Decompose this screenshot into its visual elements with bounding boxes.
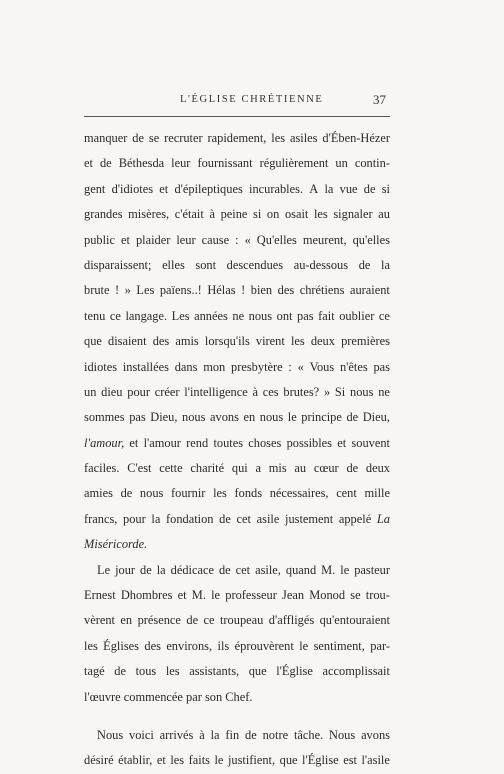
word: Vous [309, 359, 335, 374]
word: qu'elles [352, 232, 390, 247]
word: asile [256, 511, 280, 526]
word: bien [250, 283, 273, 298]
word: Nous [329, 727, 356, 742]
word: » [124, 283, 131, 298]
text-line [84, 634, 390, 659]
word: et [337, 435, 347, 450]
word: avons [361, 727, 390, 742]
word: fin [225, 727, 240, 742]
word: asiles [289, 131, 318, 145]
word: M. [191, 588, 206, 603]
text-line [84, 558, 390, 583]
word: qu'entouraient [319, 613, 390, 628]
word: souvent [351, 435, 390, 450]
word: : [288, 359, 292, 374]
word: d'affligés [268, 613, 315, 628]
word: grandes [84, 207, 123, 222]
word: virent [255, 334, 285, 349]
word: Jean [282, 588, 305, 603]
word: c'était [174, 207, 204, 222]
word: de [120, 486, 133, 501]
word: le [299, 638, 309, 653]
word: fournir [171, 486, 206, 501]
word: tenu [84, 308, 106, 323]
word: disaient [108, 334, 147, 349]
word: faciles. [84, 461, 120, 476]
word: que [248, 664, 267, 679]
word: choses [248, 435, 282, 450]
word: environs, [166, 638, 213, 653]
word: Miséricorde. [84, 537, 148, 552]
word: en [243, 410, 256, 425]
text-line [84, 355, 390, 380]
word: signaler [333, 207, 373, 222]
word: les [290, 334, 305, 349]
word: brute [84, 283, 110, 298]
word: ces [262, 384, 279, 399]
word: fondation [166, 511, 214, 526]
word: tâche. [293, 727, 324, 742]
word: tagé [84, 664, 105, 679]
word: principe [301, 410, 342, 425]
word: dans [174, 359, 198, 374]
word: justifient, [227, 753, 276, 768]
word: se [350, 588, 361, 603]
word: l'amour, [84, 435, 125, 450]
text-line [84, 278, 390, 303]
word: Si [334, 384, 346, 399]
word: la [156, 562, 166, 577]
word: le [287, 410, 297, 425]
word: amies [84, 486, 113, 501]
word: avons [210, 410, 239, 425]
word: notre [262, 727, 289, 742]
word: ce [203, 613, 215, 628]
word: cette [159, 461, 183, 476]
text-line [84, 405, 390, 430]
word: éprouvèrent [234, 638, 294, 653]
word: de [218, 562, 231, 577]
text-line [84, 507, 390, 532]
word: le [214, 753, 224, 768]
word: » [323, 384, 331, 399]
word: de [132, 131, 144, 145]
word: de [186, 613, 199, 628]
word: assistants, [189, 664, 240, 679]
word: et [177, 588, 187, 603]
word: tous [135, 664, 157, 679]
word: trou- [365, 588, 390, 603]
word: gent [84, 181, 106, 196]
word: vèrent [84, 613, 115, 628]
word: établir, [118, 753, 153, 768]
word: nous [139, 486, 164, 501]
word: Béthesda [118, 156, 165, 171]
text-line [84, 583, 390, 608]
page-number: 37 [373, 92, 386, 107]
word: A [309, 181, 319, 196]
word: presbytère [231, 359, 283, 374]
word: et [129, 435, 139, 450]
word: amis [175, 334, 199, 349]
paragraph-gap [84, 710, 390, 723]
word: faits [188, 753, 210, 768]
word: ne [232, 308, 245, 323]
word: pour [127, 384, 150, 399]
word: de [358, 257, 371, 272]
word: chrétiens [299, 283, 345, 298]
word: « [244, 232, 251, 247]
word: cause [201, 232, 230, 247]
word: peine [220, 207, 248, 222]
word: cet [236, 511, 251, 526]
word: au-dessous [293, 257, 349, 272]
word: professeur [225, 588, 277, 603]
word: toutes [213, 435, 244, 450]
word: sommes [84, 410, 125, 425]
word: elles [162, 257, 185, 272]
text-line [84, 202, 390, 227]
text-line [84, 685, 390, 710]
text-line [84, 228, 390, 253]
word: un [335, 156, 348, 171]
word: pasteur [354, 562, 390, 577]
word: ! [115, 283, 120, 298]
word: au [294, 461, 307, 476]
word: Hélas [207, 283, 236, 298]
word: de [140, 562, 152, 577]
word: nous [350, 384, 374, 399]
word: que [84, 334, 102, 349]
text-line [84, 748, 390, 773]
word: dédicace [170, 562, 214, 577]
word: païens..! [159, 283, 202, 298]
word: sont [195, 257, 217, 272]
word: nous [259, 410, 284, 425]
word: de [363, 181, 376, 196]
word: des [152, 334, 170, 349]
paragraph [84, 723, 390, 774]
word: nous [182, 410, 206, 425]
word: mis [268, 461, 287, 476]
word: au [378, 207, 390, 222]
word: si [381, 181, 390, 196]
word: l'Église [276, 664, 313, 679]
word: appelé [338, 511, 372, 526]
word: à [209, 207, 215, 222]
word: dieu [101, 384, 123, 399]
word: d'épileptiques [174, 181, 243, 196]
word: on [266, 207, 280, 222]
text-line [84, 253, 390, 278]
word: arrivés [159, 727, 194, 742]
word: et [159, 181, 169, 196]
word: troupeau [219, 613, 264, 628]
word: l'œuvre [84, 689, 124, 704]
word: qui [231, 461, 248, 476]
word: de [219, 511, 231, 526]
word: années [194, 308, 228, 323]
word: la [381, 257, 390, 272]
word: créer [154, 384, 180, 399]
word: d'idiotes [111, 181, 154, 196]
word: la [210, 727, 220, 742]
word: sentiment, [313, 638, 365, 653]
word: incurables. [249, 181, 304, 196]
text-line [84, 532, 390, 557]
word: mon [203, 359, 226, 374]
word: Qu'elles [256, 232, 297, 247]
word: les [84, 638, 98, 653]
word: meurent, [302, 232, 347, 247]
word: public [84, 232, 115, 247]
word: fonds [234, 486, 263, 501]
word: francs, [84, 511, 118, 526]
word: jour [115, 562, 136, 577]
word: de [346, 410, 359, 425]
word: plaider [135, 232, 171, 247]
word: Le [97, 562, 111, 577]
word: possibles [286, 435, 332, 450]
word: et [84, 156, 93, 171]
word: régulièrement [259, 156, 329, 171]
paragraph [84, 126, 390, 558]
word: de [99, 156, 112, 171]
word: les [313, 207, 328, 222]
word: de [346, 461, 359, 476]
text-line [84, 126, 390, 151]
word: installées [122, 359, 169, 374]
body-text [84, 126, 390, 774]
word: nécessaires, [269, 486, 329, 501]
text-line [84, 723, 390, 748]
word: : [235, 232, 239, 247]
word: l'amour [143, 435, 181, 450]
word: ne [378, 384, 390, 399]
word: leur [176, 232, 196, 247]
word: vue [339, 181, 358, 196]
word: osait [284, 207, 309, 222]
word: lorsqu'ils [204, 334, 250, 349]
word: en [120, 613, 133, 628]
text-line [84, 177, 390, 202]
word: descendues [226, 257, 284, 272]
word: ils [217, 638, 230, 653]
word: Ernest [84, 588, 116, 603]
word: ! [241, 283, 246, 298]
word: accomplissait [322, 664, 390, 679]
text-line [84, 608, 390, 633]
word: M. [321, 562, 336, 577]
word: est [343, 753, 357, 768]
word: fournissant [197, 156, 253, 171]
word: fait [318, 308, 335, 323]
word: cet [235, 562, 251, 577]
word: idiotes [84, 359, 118, 374]
word: de [114, 664, 126, 679]
text-line [84, 481, 390, 506]
text-line [84, 431, 390, 456]
word: Chef. [225, 689, 253, 704]
text-line [84, 304, 390, 329]
word: premières [341, 334, 390, 349]
word: son [204, 689, 226, 704]
text-line [84, 329, 390, 354]
word: Monod [309, 588, 346, 603]
word: les [213, 486, 227, 501]
word: les [170, 753, 185, 768]
word: des [277, 283, 295, 298]
word: la [324, 181, 334, 196]
word: présence [137, 613, 181, 628]
word: manquer [84, 131, 128, 145]
word: et [120, 232, 130, 247]
word: ce [109, 308, 121, 323]
word: le [211, 588, 221, 603]
word: oublier [339, 308, 375, 323]
word: auraient [349, 283, 390, 298]
text-line [84, 151, 390, 176]
word: pas [129, 410, 146, 425]
word: un [84, 384, 97, 399]
word: « [297, 359, 304, 374]
word: deux [365, 461, 390, 476]
word: les [165, 664, 180, 679]
word: La [376, 511, 390, 526]
word: quand [285, 562, 317, 577]
text-line [84, 380, 390, 405]
running-header [84, 92, 390, 117]
running-title: L'ÉGLISE CHRÉTIENNE [180, 94, 324, 105]
word: si [253, 207, 262, 222]
word: la [151, 511, 161, 526]
word: ont [276, 308, 293, 323]
word: charité [190, 461, 225, 476]
word: misères, [128, 207, 170, 222]
word: brutes? [283, 384, 320, 399]
word: voici [129, 727, 154, 742]
word: justement [285, 511, 334, 526]
text-line [84, 659, 390, 684]
word: contin- [354, 156, 390, 171]
word: rend [186, 435, 209, 450]
word: d'Ében-Hézer [322, 131, 390, 145]
word: deux [310, 334, 335, 349]
word: de [245, 727, 257, 742]
word: asile, [255, 562, 281, 577]
word: nous [248, 308, 273, 323]
word: le [340, 562, 350, 577]
word: pas [297, 308, 314, 323]
word: leur [171, 156, 191, 171]
word: Dieu, [362, 410, 390, 425]
word: Églises [103, 638, 139, 653]
word: l'asile [361, 753, 390, 768]
paragraph [84, 558, 390, 710]
word: à [252, 384, 259, 399]
word: par- [370, 638, 390, 653]
word: C'est [127, 461, 152, 476]
word: rapidement, [207, 131, 267, 145]
word: commencée [123, 689, 187, 704]
word: des [144, 638, 161, 653]
word: pour [123, 511, 146, 526]
word: cœur [313, 461, 339, 476]
word: se [148, 131, 160, 145]
word: disparaissent; [84, 257, 152, 272]
word: langage. [125, 308, 168, 323]
word: par [186, 689, 205, 704]
word: Nous [97, 727, 124, 742]
word: et [156, 753, 166, 768]
word: l'intelligence [184, 384, 248, 399]
word: recruter [164, 131, 203, 145]
word: Dhombres [120, 588, 173, 603]
word: n'êtes [339, 359, 368, 374]
word: l'Église [302, 753, 339, 768]
word: Les [136, 283, 155, 298]
word: pas [373, 359, 390, 374]
word: les [271, 131, 286, 145]
word: Dieu, [150, 410, 178, 425]
word: ce [378, 308, 390, 323]
word: mille [364, 486, 390, 501]
word: cent [336, 486, 357, 501]
word: que [279, 753, 298, 768]
text-line [84, 456, 390, 481]
word: Les [171, 308, 190, 323]
word: désiré [84, 753, 114, 768]
word: a [255, 461, 261, 476]
word: à [199, 727, 205, 742]
